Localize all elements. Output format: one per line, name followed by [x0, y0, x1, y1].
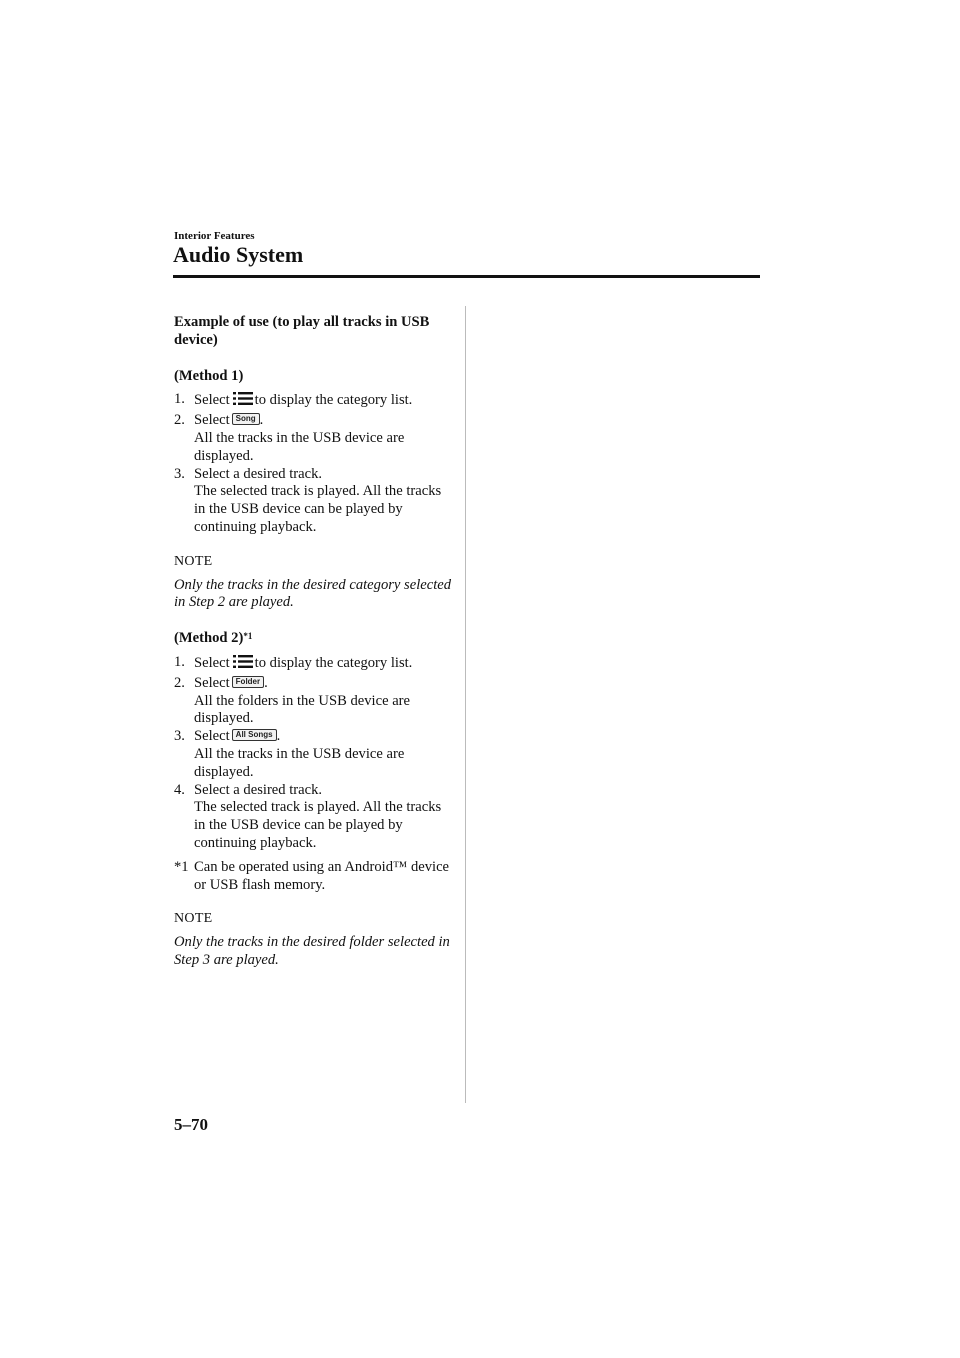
step-number: 1.	[174, 391, 185, 408]
method1-step-3	[174, 466, 456, 537]
step-text: Select a desired track.	[194, 781, 323, 798]
step-number: 4.	[174, 781, 185, 798]
step-text: Select	[194, 728, 230, 745]
method2-step-4	[174, 782, 456, 853]
step-text: .	[264, 674, 268, 691]
footnote-text: Can be operated using an Android™ device or USB flash memory.	[194, 858, 450, 893]
step-text: .	[276, 728, 281, 745]
step-detail: All the folders in the USB device are displayed.	[194, 692, 411, 727]
example-heading: Example of use (to play all tracks in USB device)	[174, 314, 430, 348]
step-number: 2.	[174, 412, 185, 429]
footnote	[174, 859, 456, 895]
header-rule	[173, 275, 760, 278]
step-text: Select a desired track.	[194, 465, 323, 482]
left-column	[174, 314, 456, 970]
step-detail: All the tracks in the USB device are displayed.	[194, 429, 405, 464]
method2-title	[174, 630, 456, 648]
method1-step-1	[174, 391, 456, 412]
step-number: 3.	[174, 465, 185, 482]
column-divider	[465, 306, 466, 1103]
step-text: Select	[194, 412, 230, 429]
note-label: NOTE	[174, 911, 213, 927]
list-menu-icon	[233, 654, 253, 675]
method1-title: (Method 1)	[174, 367, 244, 384]
method1-steps	[174, 391, 456, 536]
note-label: NOTE	[174, 553, 213, 569]
step-detail: The selected track is played. All the tracks in the USB device can be played by continuing playback.	[194, 483, 442, 535]
page-title: Audio System	[173, 242, 304, 267]
step-number: 1.	[174, 653, 185, 670]
footnote-reference: *1	[243, 631, 253, 642]
section-label: Interior Features	[174, 230, 255, 242]
step-text: Select	[194, 674, 230, 691]
step-detail: The selected track is played. All the tracks in the USB device can be played by continuing playback.	[194, 799, 442, 851]
note-text: Only the tracks in the desired category selected in Step 2 are played.	[174, 576, 452, 611]
step-text: to display the category list.	[254, 392, 413, 409]
step-text: to display the category list.	[254, 654, 413, 671]
footnote-mark: *1	[174, 858, 189, 875]
step-detail: All the tracks in the USB device are displayed.	[194, 745, 405, 780]
method2-step-1	[174, 654, 456, 675]
method2-step-2	[174, 675, 456, 728]
step-text: Select	[194, 392, 230, 409]
method2-step-3	[174, 728, 456, 781]
method2-steps	[174, 654, 456, 853]
song-button-icon: Song	[232, 413, 260, 425]
step-text: Select	[194, 654, 230, 671]
list-menu-icon	[233, 391, 253, 412]
step-text: .	[259, 412, 264, 429]
step-number: 3.	[174, 728, 185, 745]
note-text: Only the tracks in the desired folder selected in Step 3 are played.	[174, 934, 450, 968]
step-number: 2.	[174, 674, 185, 691]
folder-button-icon: Folder	[232, 676, 264, 688]
method1-step-2	[174, 412, 456, 465]
page-number: 5–70	[174, 1115, 208, 1134]
all-songs-button-icon: All Songs	[232, 729, 277, 741]
method2-title-text: (Method 2)	[174, 630, 244, 647]
